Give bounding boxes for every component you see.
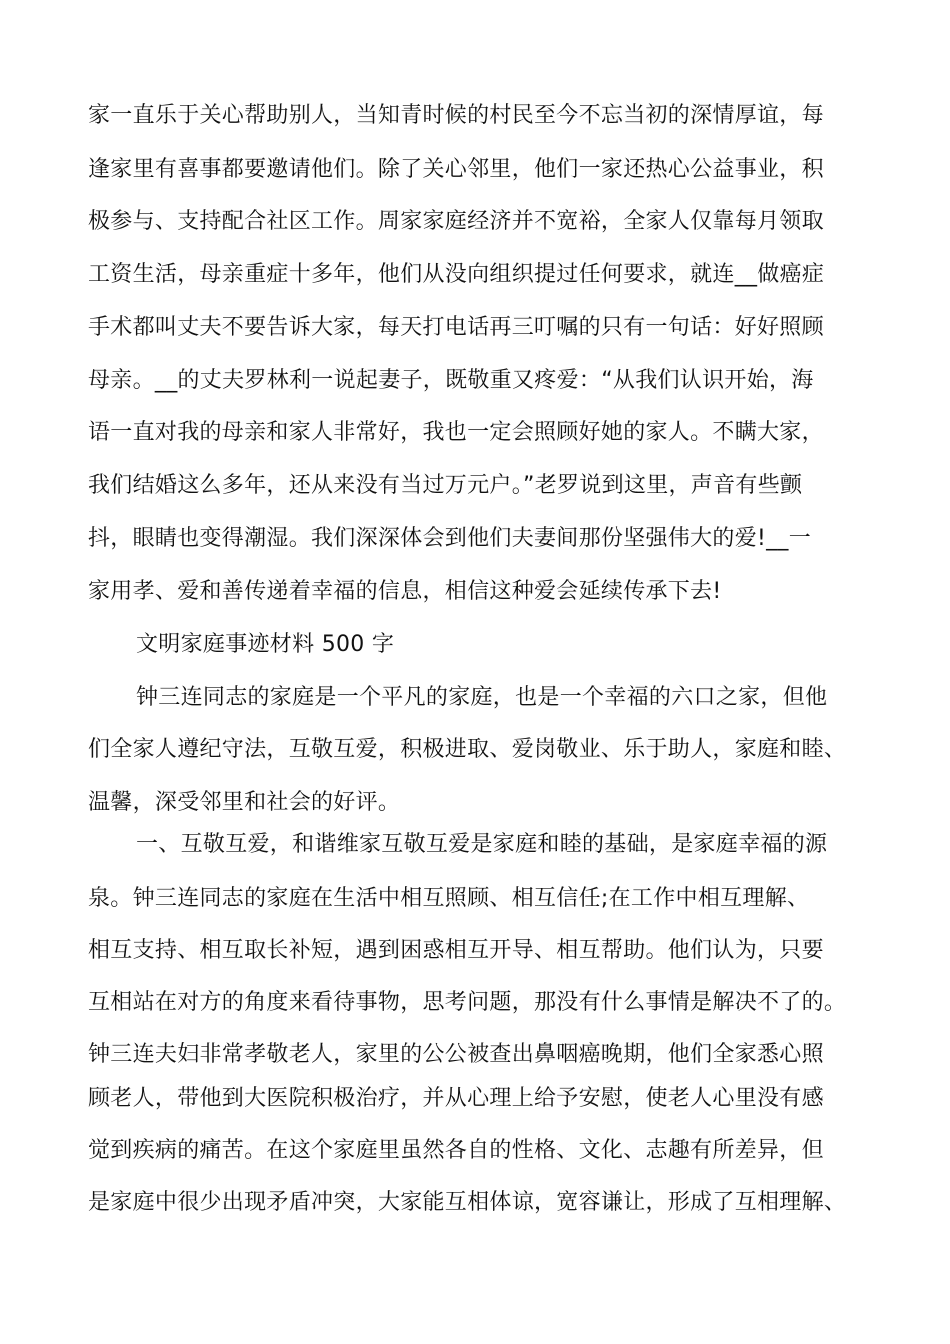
text-line: 家一直乐于关心帮助别人，当知青时候的村民至今不忘当初的深情厚谊，每 (88, 103, 824, 128)
text-line: 泉。钟三连同志的家庭在生活中相互照顾、相互信任;在工作中相互理解、 (88, 886, 810, 911)
text-line: 顾老人，带他到大医院积极治疗，并从心理上给予安慰，使老人心里没有感 (88, 1086, 824, 1111)
text-line: 钟三连夫妇非常孝敬老人，家里的公公被查出鼻咽癌晚期，他们全家悉心照 (88, 1042, 824, 1067)
text-line: 是家庭中很少出现矛盾冲突，大家能互相体谅，宽容谦让，形成了互相理解、 (88, 1190, 847, 1215)
text-line: 一、互敬互爱，和谐维家互敬互爱是家庭和睦的基础，是家庭幸福的源 (136, 832, 828, 857)
text-line: 们全家人遵纪守法，互敬互爱，积极进取、爱岗敬业、乐于助人，家庭和睦、 (88, 737, 847, 762)
text-line: 逢家里有喜事都要邀请他们。除了关心邻里，他们一家还热心公益事业，积 (88, 157, 824, 182)
section-heading: 文明家庭事迹材料 500 字 (136, 632, 395, 657)
text-line: 母亲。__的丈夫罗林利一说起妻子，既敬重又疼爱：“从我们认识开始，海 (88, 368, 814, 393)
text-line: 温馨，深受邻里和社会的好评。 (88, 790, 401, 815)
text-line: 钟三连同志的家庭是一个平凡的家庭，也是一个幸福的六口之家，但他 (136, 685, 828, 710)
text-line: 手术都叫丈夫不要告诉大家，每天打电话再三叮嘱的只有一句话：好好照顾 (88, 315, 824, 340)
text-line: 抖，眼睛也变得潮湿。我们深深体会到他们夫妻间那份坚强伟大的爱!__一 (88, 526, 812, 551)
text-line: 极参与、支持配合社区工作。周家家庭经济并不宽裕，全家人仅靠每月领取 (88, 209, 824, 234)
text-line: 我们结婚这么多年，还从来没有当过万元户。”老罗说到这里，声音有些颤 (88, 473, 803, 498)
text-line: 语一直对我的母亲和家人非常好，我也一定会照顾好她的家人。不瞒大家， (88, 420, 824, 445)
text-line: 家用孝、爱和善传递着幸福的信息，相信这种爱会延续传承下去! (88, 579, 722, 604)
text-line: 工资生活，母亲重症十多年，他们从没向组织提过任何要求，就连__做癌症 (88, 262, 825, 287)
text-line: 相互支持、相互取长补短，遇到困惑相互开导、相互帮助。他们认为，只要 (88, 938, 824, 963)
text-line: 觉到疾病的痛苦。在这个家庭里虽然各自的性格、文化、志趣有所差异，但 (88, 1138, 824, 1163)
text-line: 互相站在对方的角度来看待事物，思考问题，那没有什么事情是解决不了的。 (88, 990, 847, 1015)
